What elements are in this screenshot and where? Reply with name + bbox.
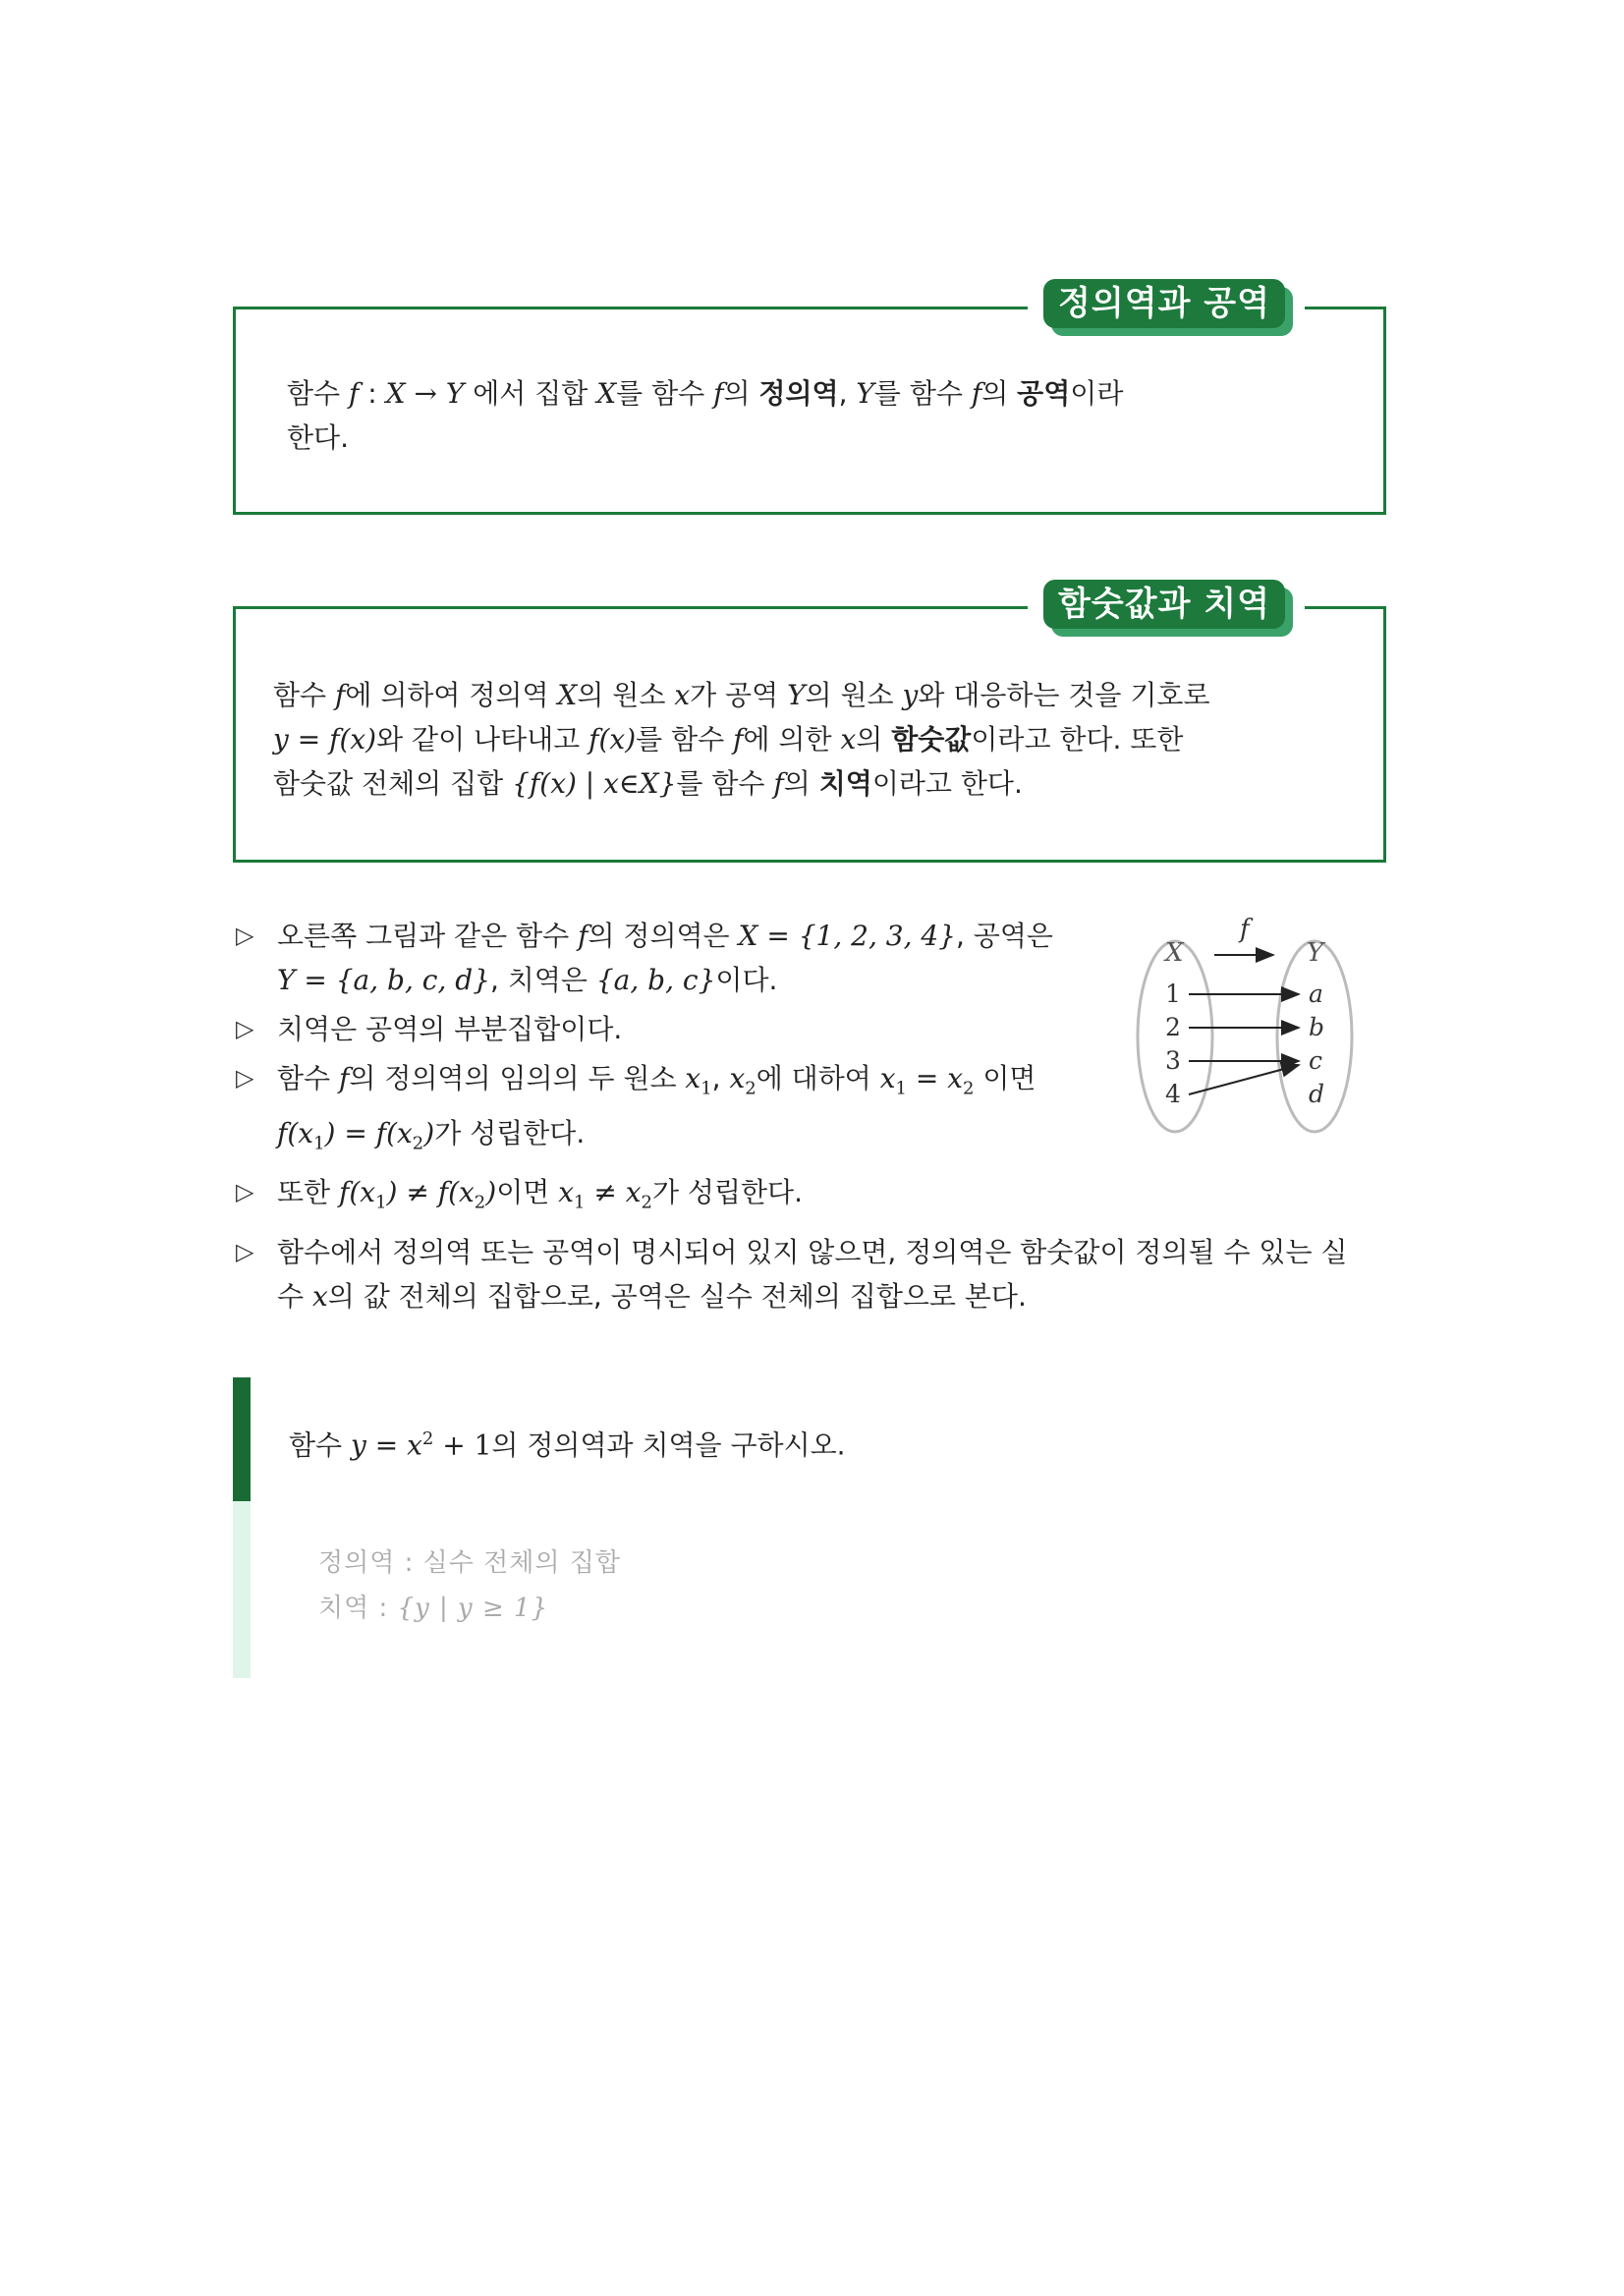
box-title-domain-codomain: 정의역과 공역 bbox=[1043, 279, 1285, 328]
note-item: ▷ 치역은 공역의 부분집합이다. bbox=[236, 1007, 1122, 1051]
example-marker-bar bbox=[233, 1377, 251, 1501]
function-label: f bbox=[1240, 915, 1250, 944]
codomain-element: a bbox=[1309, 980, 1323, 1008]
note-item: ▷ 오른쪽 그림과 같은 함수 f의 정의역은 X = {1, 2, 3, 4}, 공역은 Y = {a, b, c, d}, 치역은 {a, b, c}이다. bbox=[236, 914, 1122, 1002]
triangle-marker-icon: ▷ bbox=[236, 922, 254, 949]
function-mapping-diagram bbox=[1130, 914, 1366, 1140]
example-question: 함수 $y = x^2 + 1$의 정의역과 치역을 구하시오. bbox=[289, 1428, 846, 1462]
codomain-element: c bbox=[1309, 1046, 1323, 1075]
codomain-element: b bbox=[1309, 1013, 1325, 1041]
example-answer: 정의역 : 실수 전체의 집합 치역 : {y | y ≥ 1} bbox=[318, 1548, 621, 1623]
note-item: ▷ 함수에서 정의역 또는 공역이 명시되어 있지 않으면, 정의역은 함숫값이 정의될 수 있는 실 수 x의 값 전체의 집합으로, 공역은 실수 전체의 집합으로 본다. bbox=[236, 1230, 1385, 1318]
note-item: ▷ 또한 $f(x_1) \ne f(x_2)$이면 $x_1 \ne x_2$가 성립한다. bbox=[236, 1170, 1385, 1225]
triangle-marker-icon: ▷ bbox=[236, 1237, 254, 1265]
triangle-marker-icon: ▷ bbox=[236, 1178, 254, 1206]
note-item: ▷ 함수 f의 정의역의 임의의 두 원소 $x_1$, $x_2$에 대하여 $x_1 = x_2$ 이면 $f(x_1) = f(x_2)$가 성립한다. bbox=[236, 1056, 1122, 1165]
box-title-function-value-range: 함숫값과 치역 bbox=[1043, 580, 1285, 629]
domain-element: 1 bbox=[1165, 980, 1181, 1008]
triangle-marker-icon: ▷ bbox=[236, 1015, 254, 1042]
codomain-label: Y bbox=[1307, 938, 1324, 968]
domain-element: 2 bbox=[1165, 1013, 1181, 1041]
definition-domain-codomain-text: 함수 f : X → Y 에서 집합 X를 함수 f의 정의역, Y를 함수 f의 공역이라 한다. bbox=[287, 377, 1124, 454]
domain-element: 4 bbox=[1165, 1080, 1181, 1108]
triangle-marker-icon: ▷ bbox=[236, 1064, 254, 1092]
definition-function-value-text: 함수 f에 의하여 정의역 X의 원소 x가 공역 Y의 원소 y와 대응하는 것을 기호로 y = f(x)와 같이 나타내고 f(x)를 함수 f에 의한 x의 함숫값이라고 한다. 또한 함숫값 전체의 집합 {f(x) | x∈X}를 함수 f의 치역이라고 한다. bbox=[273, 679, 1210, 800]
domain-label: X bbox=[1165, 938, 1184, 968]
codomain-element: d bbox=[1309, 1080, 1325, 1108]
answer-marker-bar bbox=[233, 1501, 251, 1678]
domain-element: 3 bbox=[1165, 1046, 1181, 1075]
